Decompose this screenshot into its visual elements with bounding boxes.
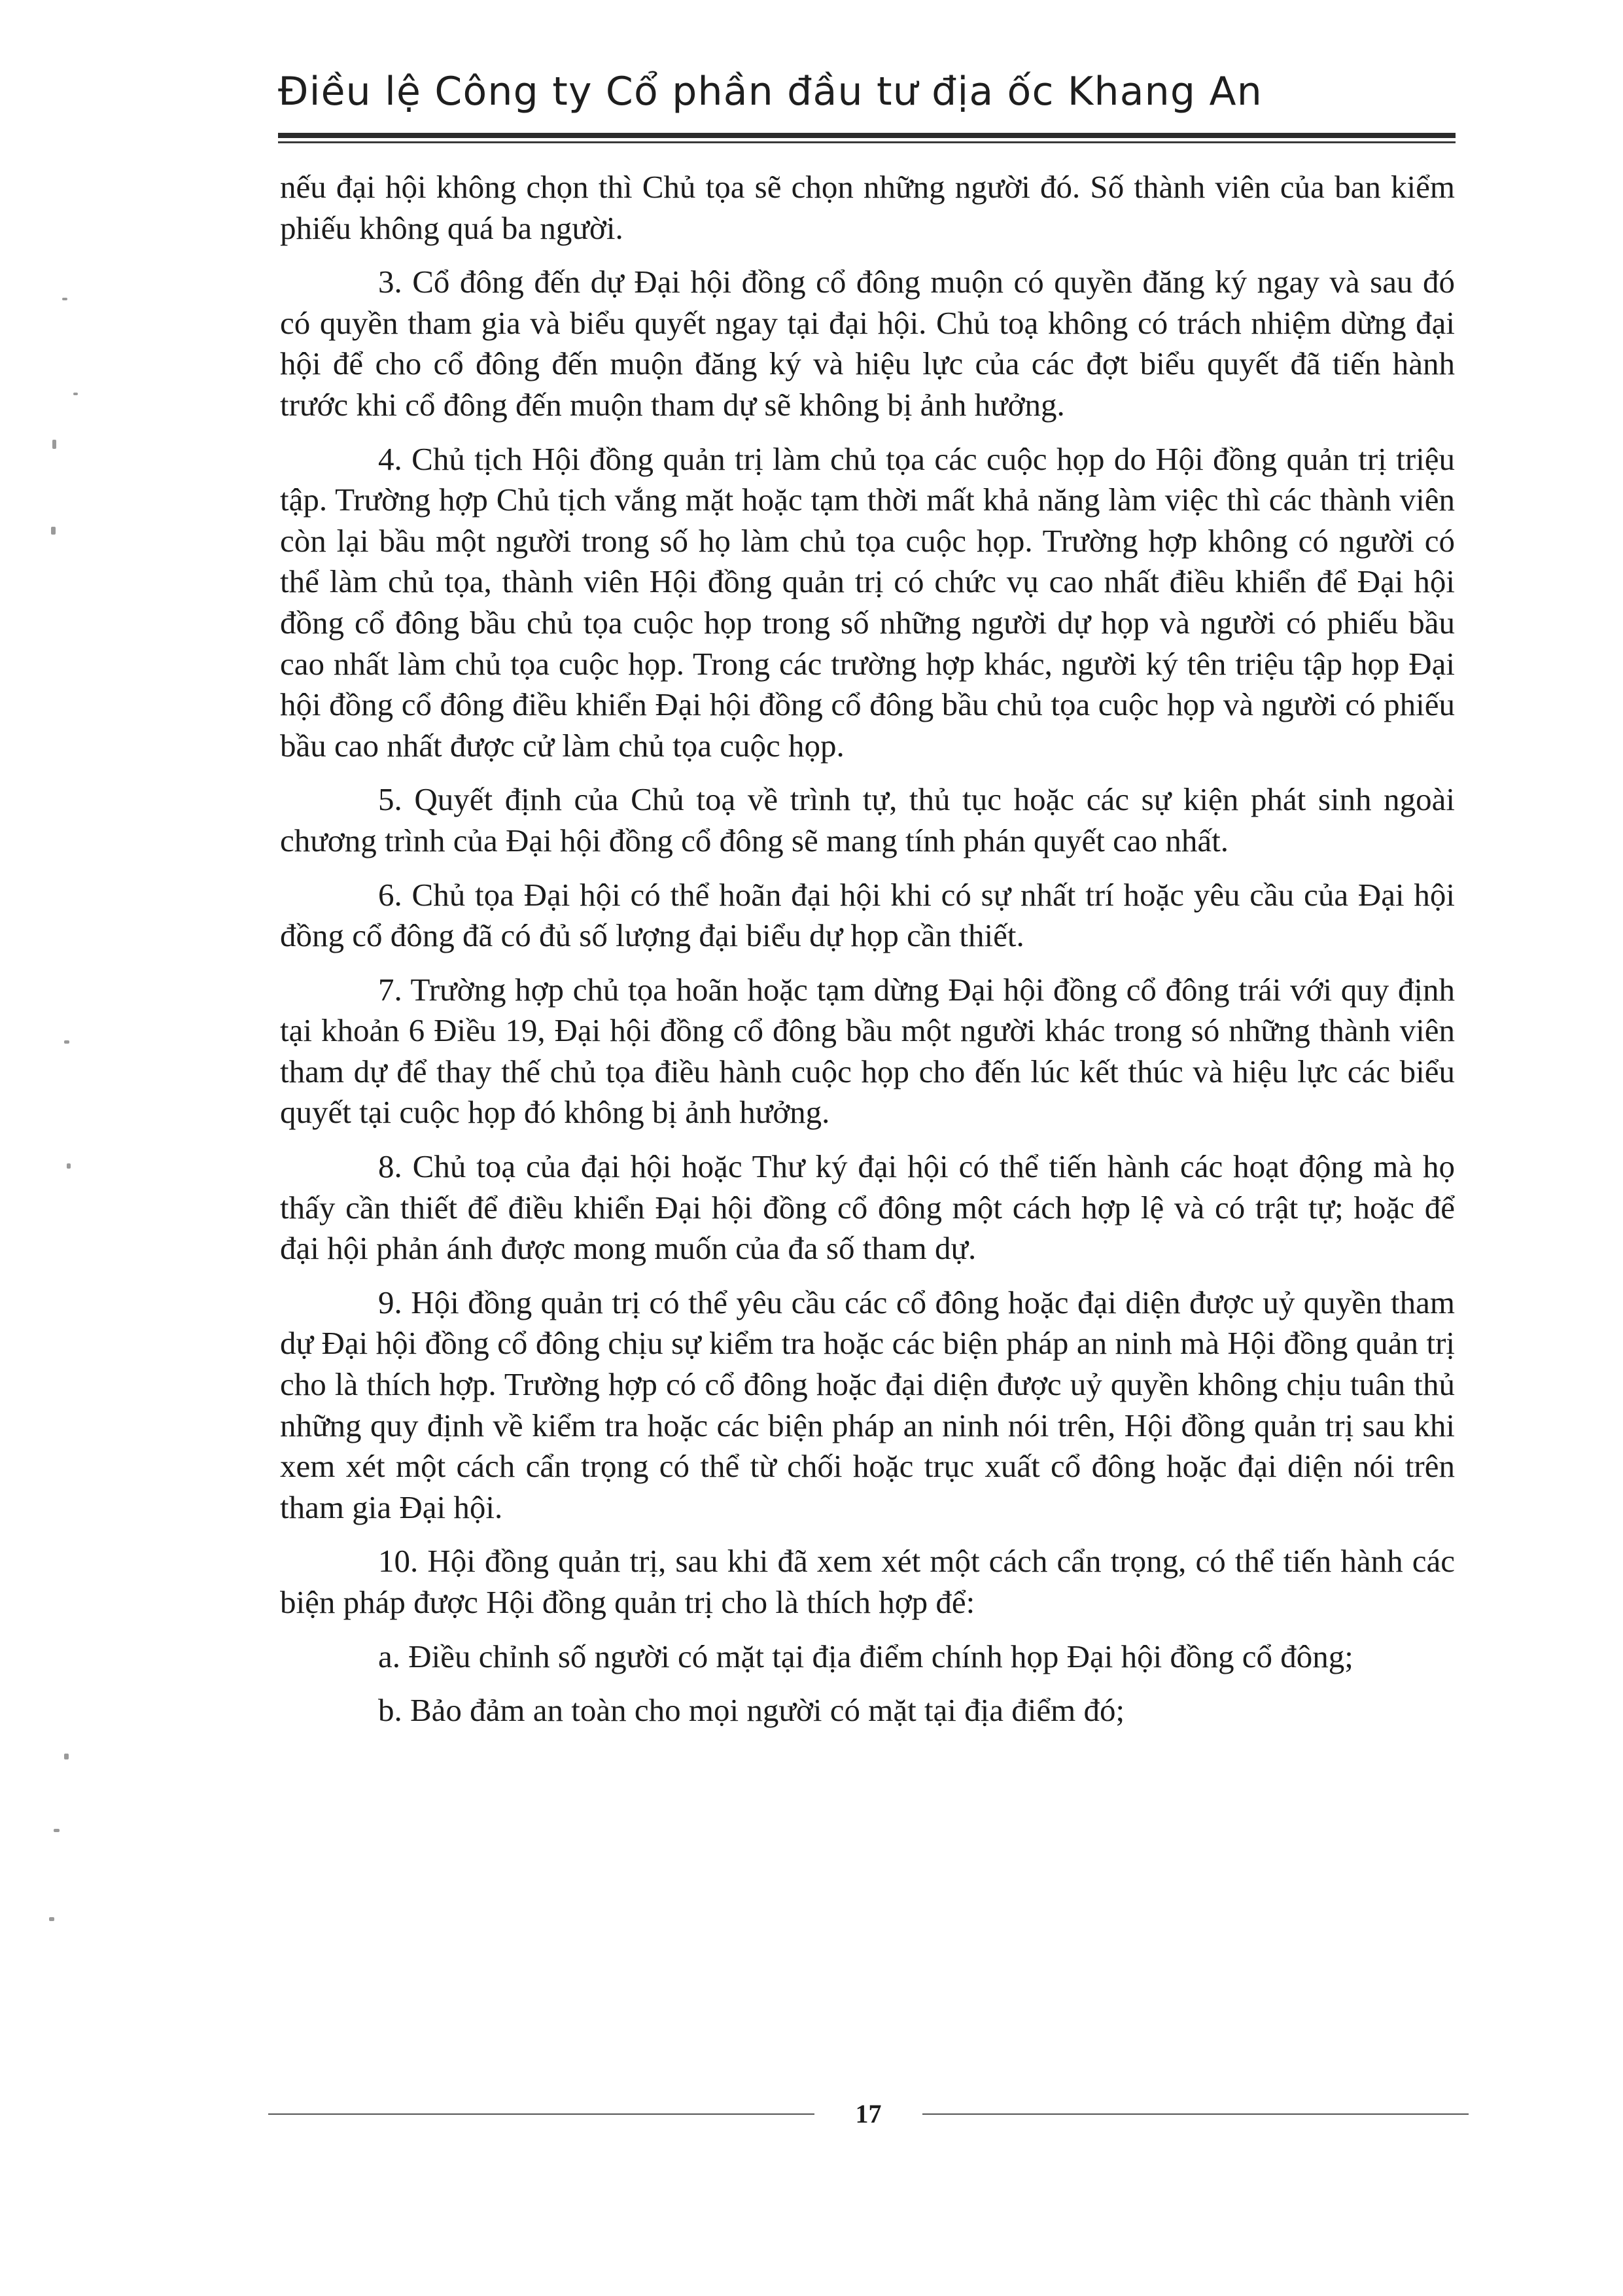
document-header-title: Điều lệ Công ty Cổ phần đầu tư địa ốc Khang An <box>278 69 1263 115</box>
scan-speck <box>64 1754 69 1759</box>
scan-speck <box>51 527 56 535</box>
paragraph-clause-10: 10. Hội đồng quản trị, sau khi đã xem xét một cách cẩn trọng, có thể tiến hành các biện pháp được Hội đồng quản trị cho là thích hợp để: <box>280 1543 1455 1620</box>
document-body <box>280 167 1455 1744</box>
scan-speck <box>67 1163 71 1169</box>
paragraph-clause-8: 8. Chủ toạ của đại hội hoặc Thư ký đại hội có thể tiến hành các hoạt động mà họ thấy cần thiết để điều khiển Đại hội đồng cổ đông một cách hợp lệ và có trật tự; hoặc để đại hội phản ánh được mong muốn của đa số tham dự. <box>280 1148 1455 1267</box>
paragraph-clause-4: 4. Chủ tịch Hội đồng quản trị làm chủ tọa các cuộc họp do Hội đồng quản trị triệu tập. Trường hợp Chủ tịch vắng mặt hoặc tạm thời mất khả năng làm việc thì các thành viên còn lại bầu một người trong số họ làm chủ tọa cuộc họp. Trường hợp không có người có thể làm chủ tọa, thành viên Hội đồng quản trị có chức vụ cao nhất điều khiển để Đại hội đồng cổ đông bầu chủ tọa cuộc họp trong số những người dự họp và người có phiếu bầu cao nhất làm chủ tọa cuộc họp. Trong các trường hợp khác, người ký tên triệu tập họp Đại hội đồng cổ đông điều khiển Đại hội đồng cổ đông bầu chủ tọa cuộc họp và người có phiếu bầu cao nhất được cử làm chủ tọa cuộc họp. <box>280 440 1455 764</box>
header-divider-thin <box>278 141 1456 143</box>
page-number: 17 <box>855 2099 882 2128</box>
footer-divider-left <box>268 2113 814 2115</box>
scan-speck <box>73 393 78 395</box>
scan-speck <box>54 1829 60 1832</box>
paragraph-continuation: nếu đại hội không chọn thì Chủ tọa sẽ chọn những người đó. Số thành viên của ban kiểm phiếu không quá ba người. <box>280 169 1455 246</box>
header-divider-thick <box>278 133 1456 138</box>
paragraph-clause-3: 3. Cổ đông đến dự Đại hội đồng cổ đông muộn có quyền đăng ký ngay và sau đó có quyền tham gia và biểu quyết ngay tại đại hội. Chủ toạ không có trách nhiệm dừng đại hội để cho cổ đông đến muộn đăng ký và hiệu lực của các đợt biểu quyết đã tiến hành trước khi cổ đông đến muộn tham dự sẽ không bị ảnh hưởng. <box>280 264 1455 423</box>
paragraph-clause-9: 9. Hội đồng quản trị có thể yêu cầu các cổ đông hoặc đại diện được uỷ quyền tham dự Đại hội đồng cổ đông chịu sự kiểm tra hoặc các biện pháp an ninh mà Hội đồng quản trị cho là thích hợp. Trường hợp có cổ đông hoặc đại diện được uỷ quyền không chịu tuân thủ những quy định về kiểm tra hoặc các biện pháp an ninh nói trên, Hội đồng quản trị sau khi xem xét một cách cẩn trọng có thể từ chối hoặc trục xuất cổ đông hoặc đại diện nói trên tham gia Đại hội. <box>280 1284 1455 1525</box>
scan-speck <box>49 1917 54 1921</box>
footer-divider-right <box>922 2113 1469 2115</box>
paragraph-item-a: a. Điều chỉnh số người có mặt tại địa điểm chính họp Đại hội đồng cổ đông; <box>378 1638 1353 1674</box>
scan-speck <box>64 1040 69 1044</box>
paragraph-clause-7: 7. Trường hợp chủ tọa hoãn hoặc tạm dừng Đại hội đồng cổ đông trái với quy định tại khoản 6 Điều 19, Đại hội đồng cổ đông bầu một người khác trong só những thành viên tham dự để thay thế chủ tọa điều hành cuộc họp cho đến lúc kết thúc và hiệu lực các biểu quyết tại cuộc họp đó không bị ảnh hưởng. <box>280 971 1455 1131</box>
scan-speck <box>52 440 56 449</box>
paragraph-item-b: b. Bảo đảm an toàn cho mọi người có mặt tại địa điểm đó; <box>378 1692 1125 1729</box>
paragraph-clause-6: 6. Chủ tọa Đại hội có thể hoãn đại hội khi có sự nhất trí hoặc yêu cầu của Đại hội đồng cổ đông đã có đủ số lượng đại biểu dự họp cần thiết. <box>280 876 1455 954</box>
paragraph-clause-5: 5. Quyết định của Chủ toạ về trình tự, thủ tục hoặc các sự kiện phát sinh ngoài chương trình của Đại hội đồng cổ đông sẽ mang tính phán quyết cao nhất. <box>280 781 1455 858</box>
scan-speck <box>62 298 67 300</box>
